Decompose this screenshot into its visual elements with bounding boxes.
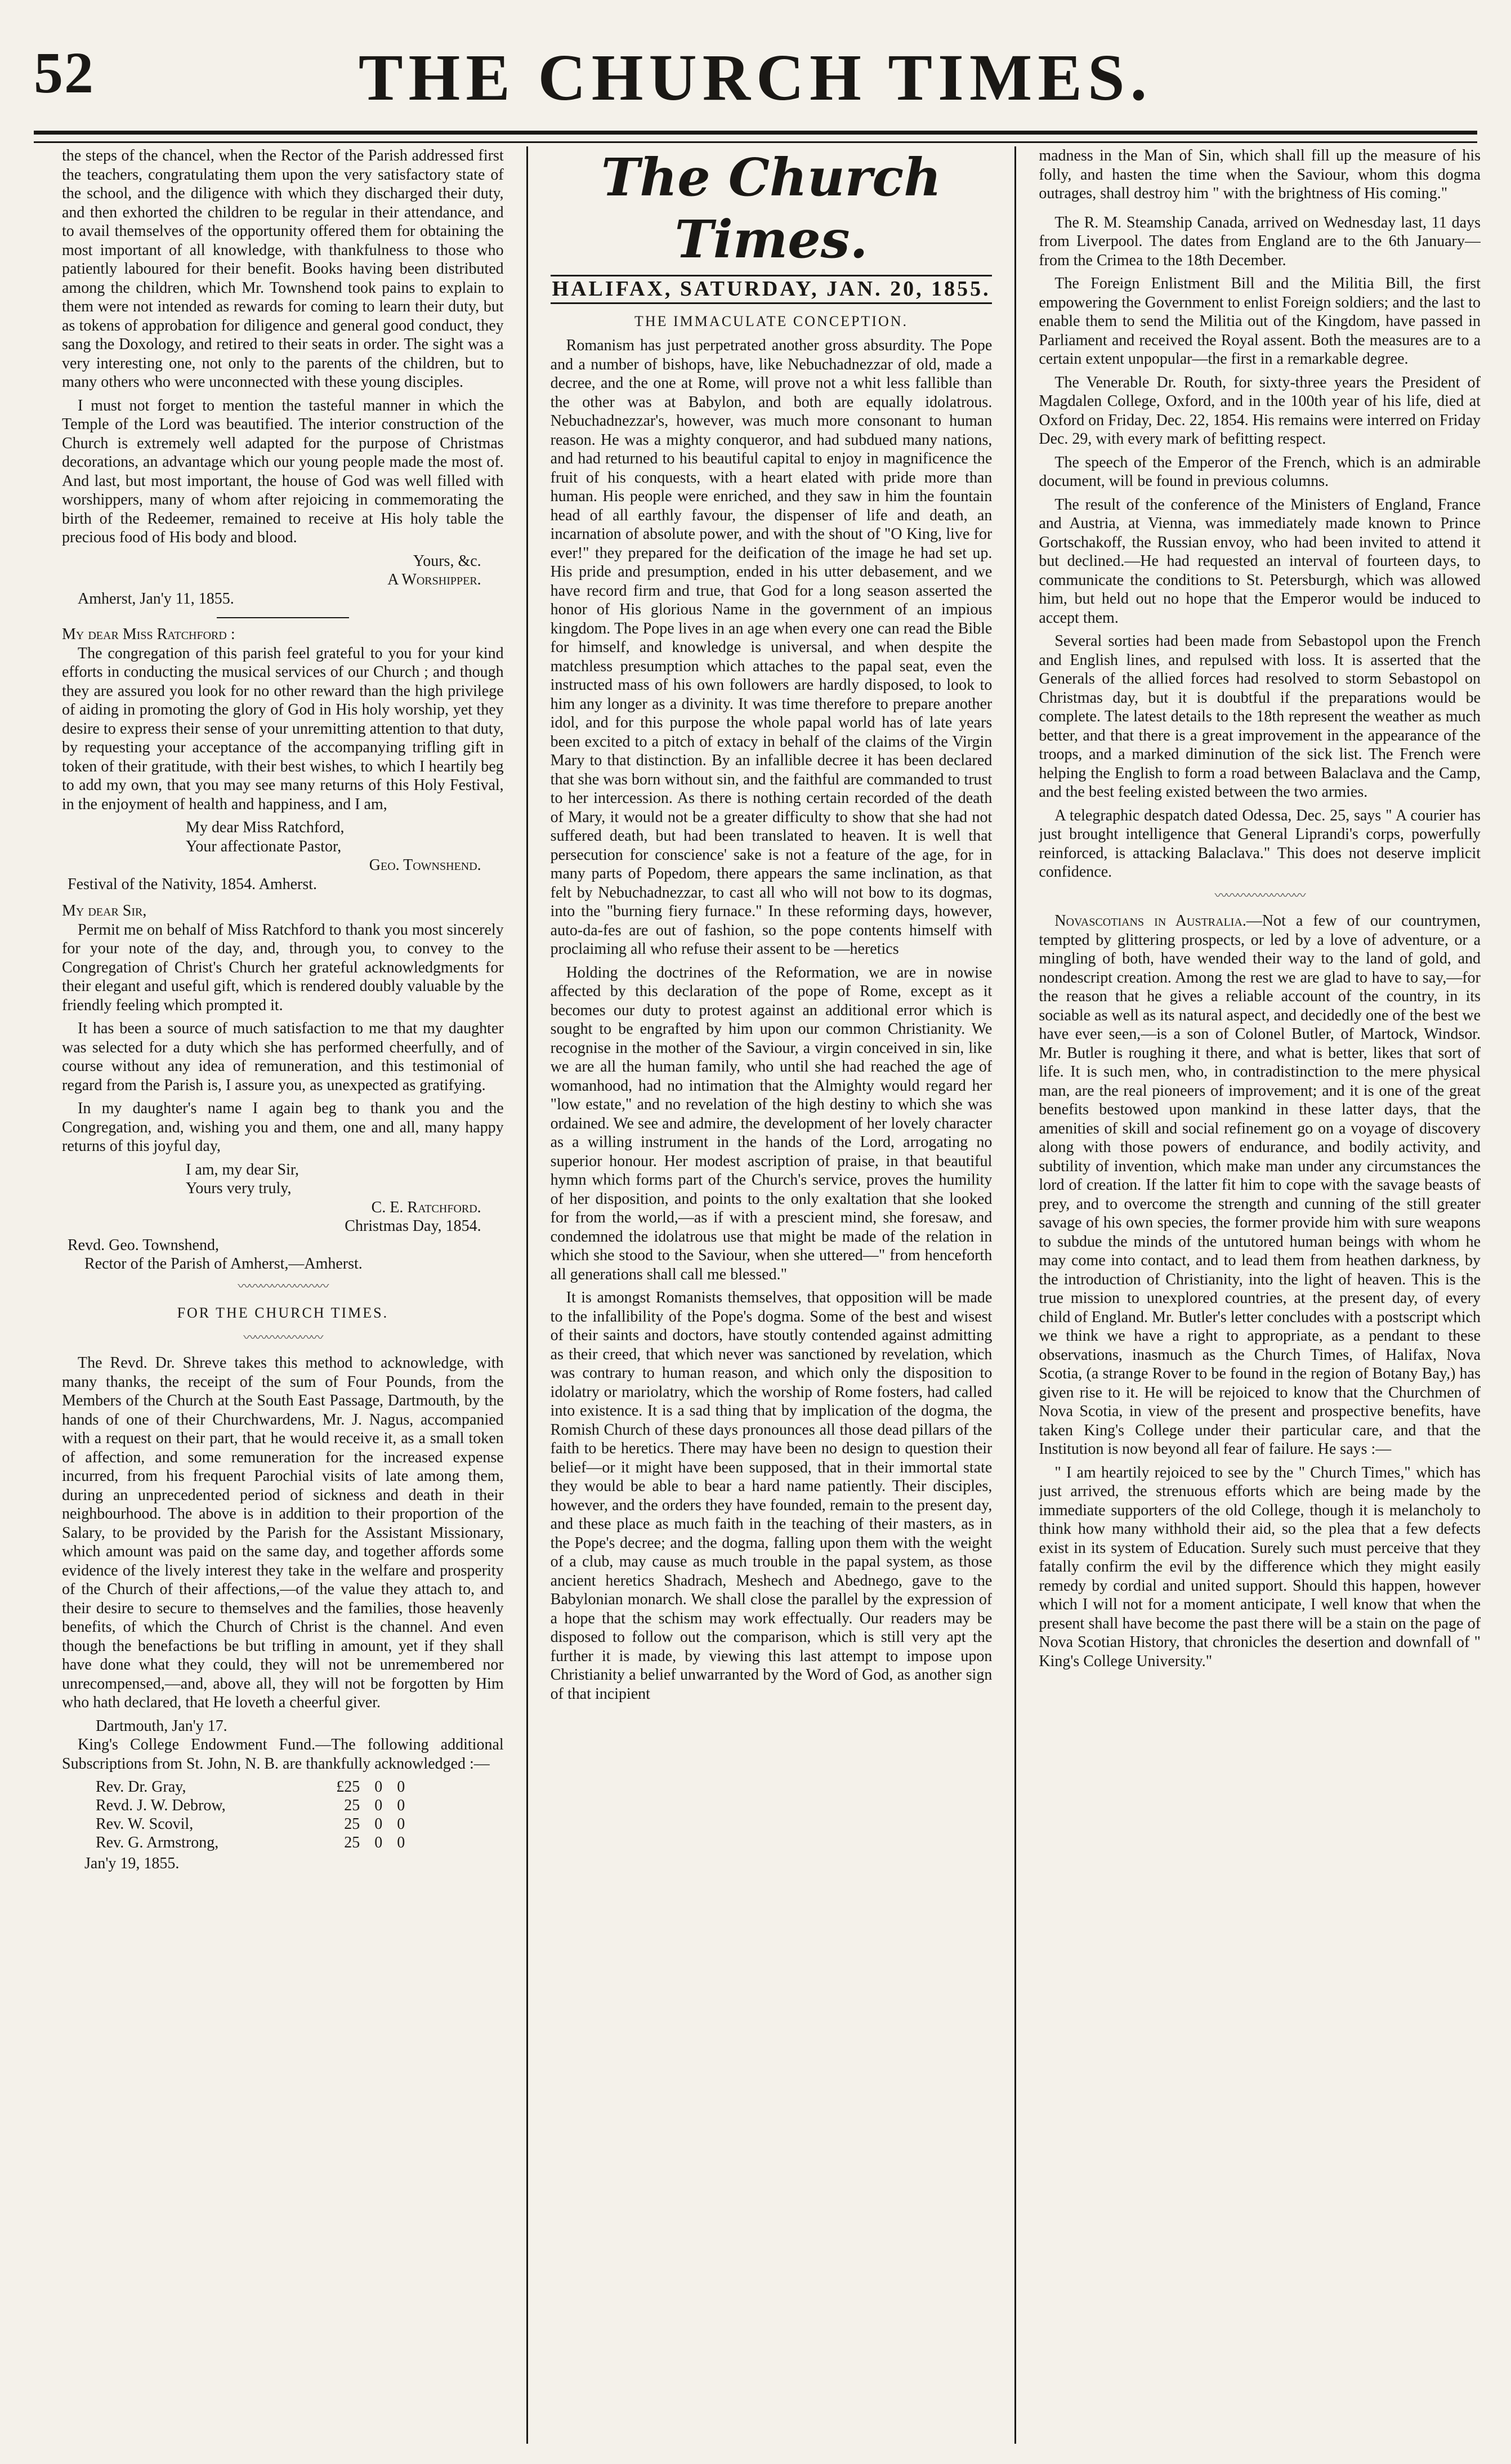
amount-pounds: 25 bbox=[344, 1797, 360, 1814]
paragraph-body: —Not a few of our countrymen, tempted by glittering prospects, or led by a love of adventure, or a mingling of both, have wended their way to the land of gold, and nondescript creation. Among the rest we are glad to have to say,—for the reason that he gives a reliable account of the country, in its sociable as well as its natural aspect, and decidedly one of the best we have ever seen,—is a son of Colonel Butler, of Martock, Windsor. Mr. Butler is roughing it there, and what is better, likes that sort of life. It is such men, who, in contradistinction to the mere physical man, are the real pioneers of improvement; and it is one of the great benefits bestowed upon mankind in these latter days, that the amenities of skill and social refinement go on a voyage of discovery along with those powers of endurance, and bodily activity, and subtility of invention, which make man under any circumstances the lord of creation. If the latter fit him to cope with the savage beasts of prey, and to overcome the strength and cunning of the still greater savage of his own species, the former provide him with sure weapons to subdue the minds of the untutored human beings with whom he may come into contact, and to lead them from heathen darkness, by the introduction of Christianity, into the light of heaven. This is the true mission to unexplored countries, at the present day, of every child of England. Mr. Butler's letter concludes with a postscript which we think we have a right to appropriate, as a pendant to these observations, inasmuch as the Church Times, of Halifax, Nova Scotia, (a strange Rover to be found in the region of Botany Bay,) has given rise to it. He will be rejoiced to know that the Churchmen of Nova Scotia, in view of the present and prospective benefits, have taken King's College under their particular care, and that the Institution is now beyond all fear of failure. He says :— bbox=[1039, 912, 1481, 1458]
subscriber-name: Rev. W. Scovil, bbox=[96, 1815, 194, 1833]
paragraph bbox=[1039, 912, 1481, 1459]
column-divider bbox=[526, 146, 528, 2444]
place-date: Christmas Day, 1854. bbox=[345, 1217, 481, 1235]
signature: Geo. Townshend. bbox=[369, 856, 481, 874]
running-title: THE CHURCH TIMES. bbox=[358, 41, 1153, 114]
closing: Yours, &c. bbox=[413, 552, 481, 570]
paragraph: It is amongst Romanists themselves, that opposition will be made to the infallibility of the Pope's dogma. Some of the best and wisest of their saints and doctors, have stoutly contended against admitting as their creed, that which never was sanctioned by revelation, which was contrary to human reason, and which only the disposition to idolatry or mariolatry, which the worship of Rome fosters, had called into existence. It is a sad thing that by implication of the dogma, the Romish Church of these days pronounces all those dead pillars of the faith to be heretics. There may have been no design to question their belief—or it might have been supposed, that in their immortal state they would be able to bear a hard name patiently. Their disciples, however, and the orders they have founded, remain to the present day, and these place as much faith in the teaching of their masters, as in the Pope's decree; and the dogma, falling upon them with the weight of a club, may cause as much trouble in the papal system, as those ancient heretics Shadrach, Meshech and Abednego, gave to the Babylonian monarch. We shall close the parallel by the expression of a hope that the schism may work effectually. Our readers may be disposed to follow out the comparison, which is still very apt the further it is made, by viewing this last attempt to impose upon Christianity a belief unwarranted by the Word of God, as another sign of that incipient bbox=[550, 1289, 993, 1703]
page-header bbox=[34, 39, 1477, 118]
paragraph: Several sorties had been made from Sebastopol upon the French and English lines, and repulsed with loss. It is asserted that the Generals of the allied forces had resolved to storm Sebastopol on Christmas day, but it is doubtful if the preparations would be complete. The latest details to the 18th represent the weather as much better, and that there is a great improvement in the appearance of the troops, and a marked diminution of the sick list. The French were helping the English to form a road between Balaclava and the Camp, and the best feeling existed between the two armies. bbox=[1039, 632, 1481, 801]
signature: A Worshipper. bbox=[387, 571, 481, 588]
column-divider bbox=[1014, 146, 1016, 2444]
amount-pence: 0 bbox=[397, 1834, 405, 1851]
table-row bbox=[96, 1778, 405, 1796]
paragraph: The Revd. Dr. Shreve takes this method to acknowledge, with many thanks, the receipt of the sum of Four Pounds, from the Members of the Church at the South East Passage, Dartmouth, by the hands of one of their Churchwardens, Mr. J. Nagus, accompanied with a request on their part, that he would receive it, as a small token of affection, and some remuneration for the increased expense incurred, from his frequent Parochial visits of late among them, during an unprecedented period of sickness and death in their neighbourhood. The above is in addition to their proportion of the Salary, to be provided by the Parish for the Assistant Missionary, which amount was paid on the same day, and together affords some evidence of the lively interest they take in the welfare and prosperity of the Church of their affections,—of the value they attach to, and their desire to secure to themselves and the families, those heavenly benefits, of which the Church of Christ is the channel. And even though the benefactions be but trifling in amount, yet if they shall have done what they could, they will not be unremembered nor unrecompensed,—and, above all, they will not be forgotten by Him who hath declared, that He loveth a cheerful giver. bbox=[62, 1354, 504, 1711]
amount-pence: 0 bbox=[397, 1778, 405, 1796]
paragraph: A telegraphic despatch dated Odessa, Dec. 25, says " A courier has just brought intelligence that General Liprandi's corps, powerfully reinforced, is attacking Balaclava." This does not deserve implicit confidence. bbox=[1039, 806, 1481, 881]
columns bbox=[62, 146, 1481, 2444]
paragraph: " I am heartily rejoiced to see by the " Church Times," which has just arrived, the strenuous efforts which are being made by the immediate supporters of the old College, though it is melancholy to think how many withhold their aid, so the plea that a few defects exist in its system of Education. Surely such must perceive that they fatally confirm the evil by the difference which they might easily remedy by cordial and united support. Should this happen, however which I will not for a moment anticipate, I well know that when the present shall have become the past there will be a stain on the page of Nova Scotian History, that chronicles the desertion and downfall of " King's College University." bbox=[1039, 1463, 1481, 1670]
signature: C. E. Ratchford. bbox=[371, 1198, 481, 1216]
paragraph: The R. M. Steamship Canada, arrived on Wednesday last, 11 days from Liverpool. The dates from England are to the 6th January—from the Crimea to the 18th December. bbox=[1039, 213, 1481, 269]
closing: My dear Miss Ratchford, bbox=[186, 819, 345, 836]
place-date: Amherst, Jan'y 11, 1855. bbox=[78, 590, 234, 608]
paragraph: King's College Endowment Fund.—The following additional Subscriptions from St. John, N. B. are thankfully acknowledged :— bbox=[62, 1736, 504, 1773]
column-1 bbox=[62, 146, 504, 2444]
amount-pence: 0 bbox=[397, 1797, 405, 1814]
amount-pounds: 25 bbox=[344, 1815, 360, 1833]
divider: 〰〰〰〰〰〰〰〰 bbox=[1214, 888, 1305, 903]
amount-pounds: £25 bbox=[336, 1778, 360, 1796]
subscriber-name: Rev. Dr. Gray, bbox=[96, 1778, 186, 1796]
divider bbox=[217, 608, 349, 618]
salutation: My dear Sir, bbox=[62, 902, 147, 919]
paragraph: Permit me on behalf of Miss Ratchford to thank you most sincerely for your note of the day, and, through you, to convey to the Congregation of Christ's Church her grateful acknowledgments for their elegant and useful gift, which is rendered doubly valuable by the friendly feeling which prompted it. bbox=[62, 921, 504, 1014]
place-date: Dartmouth, Jan'y 17. bbox=[96, 1717, 227, 1735]
article-heading: THE IMMACULATE CONCEPTION. bbox=[634, 313, 909, 329]
table-row bbox=[96, 1815, 405, 1833]
amount-shillings: 0 bbox=[374, 1778, 383, 1796]
subscriber-name: Rev. G. Armstrong, bbox=[96, 1834, 219, 1851]
closing: I am, my dear Sir, bbox=[186, 1160, 299, 1179]
closing: Your affectionate Pastor, bbox=[186, 837, 342, 855]
place-date: Jan'y 19, 1855. bbox=[84, 1855, 180, 1872]
amount-shillings: 0 bbox=[374, 1797, 383, 1814]
column-2 bbox=[551, 146, 993, 2444]
paragraph: Holding the doctrines of the Reformation, we are in nowise affected by this declaration of the pope of Rome, except as it becomes our duty to protest against an additional error which is sought to be engrafted by him upon our common Christianity. We recognise in the mother of the Saviour, a virgin conceived in sin, like we are all the human family, who until she had reached the age of womanhood, had no intimation that the Almighty would regard her "low estate," and no revelation of the high destiny to which she was ordained. We see and admire, the development of her lovely character as a willing instrument in the hands of the Lord, arrogating no superior honour. Her modest ascription of praise, in that beautiful hymn which forms part of the Church's service, proves the humility of her disposition, and points to the only exaltation that she looked for from the world,—as if with a prescient mind, she foresaw, and condemned the idolatrous use that might be made of the relation in which she stood to the Saviour, when she uttered—" from henceforth all generations shall call me blessed." bbox=[550, 963, 993, 1283]
amount-pence: 0 bbox=[397, 1815, 405, 1833]
table-row bbox=[96, 1796, 405, 1815]
amount-shillings: 0 bbox=[374, 1834, 383, 1851]
dateline: HALIFAX, SATURDAY, JAN. 20, 1855. bbox=[551, 275, 993, 304]
paragraph: madness in the Man of Sin, which shall fill up the measure of his folly, and hasten the time when the Saviour, whom this dogma outrages, shall destroy him " with the brightness of His coming." bbox=[1039, 147, 1481, 202]
addressee: Rector of the Parish of Amherst,—Amherst. bbox=[84, 1255, 363, 1273]
column-3 bbox=[1039, 146, 1481, 2444]
closing: Yours very truly, bbox=[186, 1180, 292, 1197]
paragraph: In my daughter's name I again beg to thank you and the Congregation, and, wishing you and them, one and all, many happy returns of this joyful day, bbox=[62, 1100, 504, 1155]
header-rule bbox=[34, 131, 1477, 143]
amount-shillings: 0 bbox=[374, 1815, 383, 1833]
paragraph: The Venerable Dr. Routh, for sixty-three years the President of Magdalen College, Oxford, and in the 100th year of his life, died at Oxford on Friday, Dec. 22, 1854. His remains were interred on Friday Dec. 29, with every mark of befitting respect. bbox=[1039, 373, 1481, 448]
amount-pounds: 25 bbox=[344, 1834, 360, 1851]
divider: 〰〰〰〰〰〰〰〰 bbox=[238, 1279, 328, 1293]
table-row bbox=[96, 1833, 405, 1852]
paragraph: I must not forget to mention the tasteful manner in which the Temple of the Lord was beautified. The interior construction of the Church is extremely well adapted for the purpose of Christmas decorations, an advantage which our young people made the most of. And last, but most important, the house of God was well filled with worshippers, many of whom after rejoicing in commemorating the birth of the Redeemer, remained to receive at His holy table the precious food of His body and blood. bbox=[62, 396, 504, 546]
subscriptions-table bbox=[96, 1778, 405, 1852]
masthead-title: The Church Times. bbox=[601, 147, 942, 270]
paragraph: The congregation of this parish feel grateful to you for your kind efforts in conducting the musical services of our Church ; and though they are assured you look for no other reward than the high privilege of aiding in promoting the glory of God in His holy worship, yet they desire to express their sense of your unremitting attention to that duty, by requesting your acceptance of the accompanying trifling gift in token of their gratitude, with their best wishes, to which I heartily beg to add my own, that you may see many returns of this Holy Festival, in the enjoyment of health and happiness, and I am, bbox=[62, 644, 504, 813]
page-number: 52 bbox=[34, 41, 95, 105]
section-heading: FOR THE CHURCH TIMES. bbox=[177, 1305, 389, 1321]
paragraph: The result of the conference of the Ministers of England, France and Austria, at Vienna, was immediately made known to Prince Gortschakoff, the Russian envoy, who had been invited to attend it but declined.—He had requested an interval of fourteen days, to communicate the conditions to St. Petersburgh, which was allowed him, but held out no hope that the Emperor would be induced to accept them. bbox=[1039, 496, 1481, 627]
subscriber-name: Revd. J. W. Debrow, bbox=[96, 1797, 226, 1814]
paragraph: It has been a source of much satisfaction to me that my daughter was selected for a duty which she has performed cheerfully, and of course without any idea of remuneration, and this testimonial of regard from the Parish is, I assure you, as unexpected as gratifying. bbox=[62, 1020, 504, 1094]
divider: 〰〰〰〰〰〰〰 bbox=[243, 1330, 323, 1345]
paragraph: The speech of the Emperor of the French, which is an admirable document, will be found in previous columns. bbox=[1039, 453, 1481, 490]
paragraph: The Foreign Enlistment Bill and the Militia Bill, the first empowering the Government to enlist Foreign soldiers; and the last to enable them to send the Militia out of the Kingdom, have passed in Parliament and received the Royal assent. Both the measures are to a certain extent unpopular—the first in a remarkable degree. bbox=[1039, 275, 1481, 368]
salutation: My dear Miss Ratchford : bbox=[62, 626, 235, 643]
place-date: Festival of the Nativity, 1854. Amherst. bbox=[68, 875, 318, 893]
paragraph: Romanism has just perpetrated another gross absurdity. The Pope and a number of bishops, have, like Nebuchadnezzar of old, made a decree, and the one at Rome, will prove not a whit less fallible than the other was at Babylon, and both are equally idolatrous. Nebuchadnezzar's, however, was much more consonant to human reason. He was a mighty conqueror, and had subdued many nations, and had returned to his beautiful capital to enjoy in magnificence the fruit of his conquests, with a heart elated with pride more than human. His people were enriched, and they saw in him the fountain head of all earthly favour, the dispenser of life and death, an incarnation of absolute power, and with the shout of "O King, live for ever!" they prepared for the deification of the image he had set up. His pride and presumption, ended in his utter debasement, and we have record firm and true, that God for a long season asserted the honor of His glorious Name in the government of an impious kingdom. The Pope lives in an age when every one can read the Bible for himself, and knowledge is universal, and when despite the matchless presumption which attaches to the papal seat, even the instructed mass of his own followers are hardly disposed, to look to him any longer as a divinity. It was time therefore to prepare another idol, and for this purpose the whole papal world has of late years been excited to a pitch of extacy in behalf of the claims of the Virgin Mary to that distinction. By an infallible decree it has been declared that she was born without sin, and the faithful are commanded to trust to her intercession. As there is nothing certain recorded of the death of Mary, it would not be a greater difficulty to show that she had not suffered death, but had been translated to heaven. It is well that persecution for conscience' sake is not a feature of the age, for in many parts of Popedom, there appears the same inclination, as that felt by Nebuchadnezzar, to cast all who will not bow to its dogmas, into the "burning fiery furnace." In these reforming days, however, auto-da-fes are out of fashion, so the pope contents himself with proclaiming all who refuse their assent to be —heretics bbox=[550, 337, 993, 958]
addressee: Revd. Geo. Townshend, bbox=[68, 1236, 219, 1254]
paragraph-lead: Novascotians in Australia. bbox=[1054, 912, 1246, 930]
paragraph: the steps of the chancel, when the Rector of the Parish addressed first the teachers, congratulating them upon the very satisfactory state of the school, and the diligence with which they discharged their duty, and then exhorted the children to be regular in their attendance, and to avail themselves of the opportunity offered them for obtaining the most important of all knowledge, with thankfulness to those who patiently laboured for their benefit. Books having been distributed among the children, which Mr. Townshend took pains to explain to them were not intended as rewards for coming to learn their duty, but as tokens of approbation for diligence and general good conduct, they sang the Doxology, and retired to their seats in order. The sight was a very interesting one, not only to the parents of the children, but to many others who were unconnected with these young disciples. bbox=[62, 147, 504, 391]
